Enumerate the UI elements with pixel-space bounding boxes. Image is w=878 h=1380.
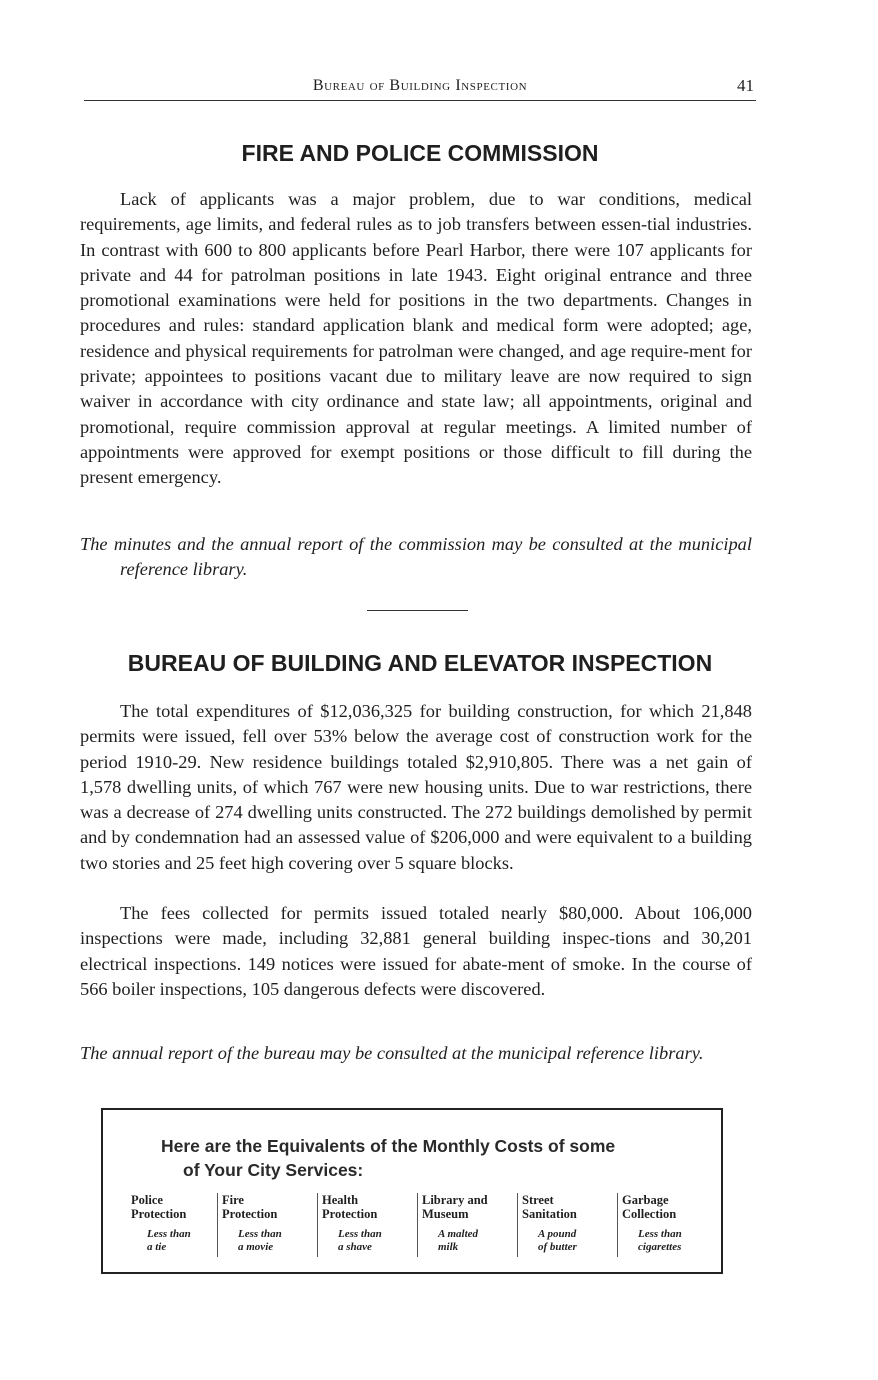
equivalent-library (417, 1193, 518, 1257)
equivalent-label: Fire Protection (222, 1193, 278, 1221)
equivalents-box (101, 1108, 723, 1274)
building-paragraph-1: The total expenditures of $12,036,325 for building construction, for which 21,848 permits were issued, fell over 53% below the average cost of construction work for the period 1910-29. New residence buildings totaled $2,910,805. There was a net gain of 1,578 dwelling units, of which 767 were new housing units. Due to war restrictions, there was a decrease of 274 dwelling units constructed. The 272 buildings demolished by permit and by condemnation had an assessed value of $206,000 and were equivalent to a building two stories and 25 feet high covering over 5 square blocks. (80, 701, 752, 873)
equivalent-value: Less than cigarettes (638, 1228, 682, 1253)
equivalent-label: Garbage Collection (622, 1193, 677, 1221)
equivalent-label: Police Protection (131, 1193, 187, 1221)
fire-police-paragraph: Lack of applicants was a major problem, due to war conditions, medical requirements, age limits, and federal rules as to job transfers between essen-tial industries. In contrast with 600 to 800 applicants before Pearl Harbor, there were 107 applicants for private and 44 for patrolman positions in late 1943. Eight original entrance and three promotional examinations were held for positions in the two departments. Changes in procedures and rules: standard application blank and medical form were adopted; age, residence and physical requirements for patrolman were changed, and age require-ment for private; appointees to positions vacant due to military leave are now required to sign waiver in accordance with city ordinance and state law; all appointments, original and promotional, require commission approval at regular meetings. A limited number of appointments were approved for exempt positions or those difficult to fill during the present emergency. (80, 189, 752, 488)
equivalents-heading-line2: of Your City Services: (183, 1160, 364, 1180)
equivalent-street (517, 1193, 618, 1257)
equivalents-heading (161, 1134, 681, 1182)
building-inspection-title: BUREAU OF BUILDING AND ELEVATOR INSPECTION (127, 650, 713, 676)
fire-police-note: The minutes and the annual report of the commission may be consulted at the municipal reference library. (80, 534, 752, 580)
building-paragraph-2: The fees collected for permits issued totaled nearly $80,000. About 106,000 inspections were made, including 32,881 general building inspec-tions and 30,201 electrical inspections. 149 notices were issued for abate-ment of smoke. In the course of 566 boiler inspections, 105 dangerous defects were discovered. (80, 903, 752, 999)
running-header (84, 76, 756, 101)
equivalents-heading-line1: Here are the Equivalents of the Monthly Costs of some (161, 1136, 616, 1156)
section-divider (367, 610, 468, 611)
equivalent-fire (217, 1193, 318, 1257)
page-number: 41 (737, 76, 754, 95)
equivalent-value: Less than a movie (238, 1228, 282, 1253)
equivalent-label: Health Protection (322, 1193, 378, 1221)
running-header-title: Bureau of Building Inspection (312, 77, 528, 94)
equivalent-police (127, 1193, 227, 1257)
equivalent-value: Less than a shave (338, 1228, 382, 1253)
equivalent-label: Street Sanitation (522, 1193, 577, 1221)
equivalent-value: A pound of butter (538, 1228, 577, 1253)
equivalent-health (317, 1193, 418, 1257)
equivalent-value: Less than a tie (147, 1228, 191, 1253)
equivalents-columns (127, 1193, 707, 1263)
equivalent-value: A malted milk (438, 1228, 479, 1253)
equivalent-label: Library and Museum (422, 1193, 488, 1221)
fire-police-title: FIRE AND POLICE COMMISSION (241, 140, 599, 166)
building-note: The annual report of the bureau may be consulted at the municipal reference library. (80, 1043, 704, 1063)
equivalent-garbage (617, 1193, 718, 1257)
